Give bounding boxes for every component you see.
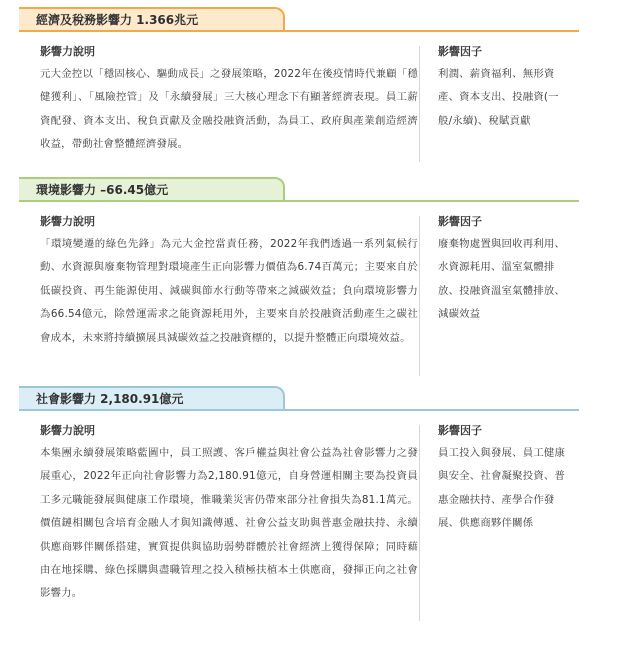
social-factors-title: 影響因子 xyxy=(438,424,482,437)
economic-impact-title: 經濟及稅務影響力 1.366兆元 xyxy=(19,7,285,30)
economic-description-text: 元大金控以「穩固核心、驅動成長」之發展策略，2022年在後疫情時代兼顧「穩健獲利」、「風險控管」及「永續發展」三大核心理念下有顯著經濟表現。員工薪資配發、資本支出、稅負貢獻及金融投融資活動，為員工、政府與產業創造經濟收益，帶動社會整體經濟發展。 xyxy=(40,68,418,151)
economic-column-divider xyxy=(419,46,420,162)
social-factors xyxy=(438,423,568,536)
social-impact-title: 社會影響力 2,180.91億元 xyxy=(19,386,285,409)
economic-impact-section xyxy=(19,7,579,172)
economic-factors xyxy=(438,44,568,133)
economic-impact-header xyxy=(19,7,579,32)
environmental-impact-section xyxy=(19,177,579,382)
environmental-factors xyxy=(438,214,568,327)
economic-factors-text: 利潤、薪資福利、無形資產、資本支出、投融資(一般/永續)、稅賦貢獻 xyxy=(438,68,559,127)
social-column-divider xyxy=(419,425,420,621)
social-description-text: 本集團永續發展策略藍圖中，員工照護、客戶權益與社會公益為社會影響力之發展重心，2022年正向社會影響力為2,180.91億元，自身營運相關主要為投資員工多元職能發展與健康工作環境，惟職業災害仍帶來部分社會損失為81.1萬元。價值鏈相關包含培育金融人才與知識傳遞、社會公益支助與普惠金融扶持、永續供應商夥伴關係搭建，實質提供與協助弱勢群體於社會經濟上獲得保障；同時藉由在地採購、綠色採購與盡職管理之投入積極扶植本土供應商，發揮正向之社會影響力。 xyxy=(40,447,418,600)
social-impact-section xyxy=(19,386,579,641)
environmental-description xyxy=(40,214,418,350)
environmental-factors-title: 影響因子 xyxy=(438,215,482,228)
social-description-title: 影響力說明 xyxy=(40,424,95,437)
social-factors-text: 員工投入與發展、員工健康與安全、社會凝聚投資、普惠金融扶持、產學合作發展、供應商夥伴關係 xyxy=(438,447,566,530)
social-description xyxy=(40,423,418,606)
social-impact-header xyxy=(19,386,579,411)
environmental-column-divider xyxy=(419,216,420,376)
environmental-description-title: 影響力說明 xyxy=(40,215,95,228)
environmental-factors-text: 廢棄物處置與回收再利用、水資源耗用、溫室氣體排放、投融資溫室氣體排放、減碳效益 xyxy=(438,238,566,321)
economic-factors-title: 影響因子 xyxy=(438,45,482,58)
environmental-impact-header xyxy=(19,177,579,202)
economic-description-title: 影響力說明 xyxy=(40,45,95,58)
economic-description xyxy=(40,44,418,157)
environmental-impact-title: 環境影響力 –66.45億元 xyxy=(19,177,285,200)
environmental-description-text: 「環境變遷的綠色先鋒」為元大金控當責任務，2022年我們透過一系列氣候行動、水資源與廢棄物管理對環境產生正向影響力價值為6.74百萬元；主要來自於低碳投資、再生能源使用、減碳與節水行動等帶來之減碳效益；負向環境影響力為66.54億元，除營運需求之能資源耗用外，主要來自於投融資活動產生之碳社會成本，未來將持續擴展具減碳效益之投融資標的，以提升整體正向環境效益。 xyxy=(40,238,418,344)
